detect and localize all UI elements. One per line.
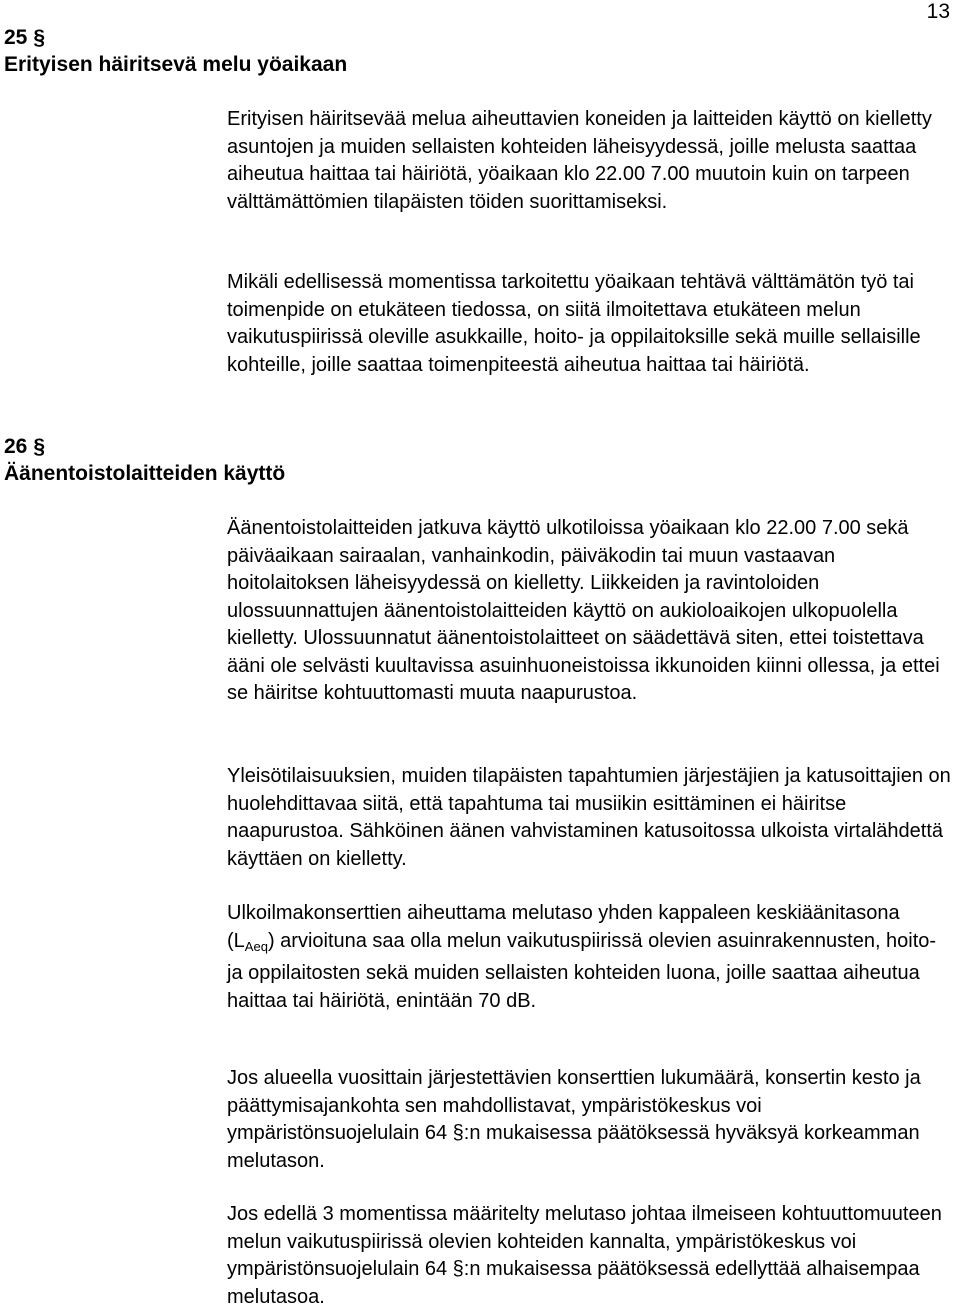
- section-26-paragraph-3: [227, 900, 952, 1015]
- aeq-subscript: Aeq: [244, 938, 268, 954]
- section-number: 26: [4, 435, 28, 458]
- paragraph-text-after: ) arvioituna saa olla melun vaikutuspiirissä olevien asuinrakennusten, hoito- ja oppilaitosten sekä muiden sellaisten kohteiden luona, joille saattaa aiheutua haittaa tai häiriötä, enintään 70 dB.: [227, 929, 937, 1012]
- section-25-number-line: [4, 24, 347, 51]
- section-26-heading: [4, 433, 285, 487]
- section-title: Äänentoistolaitteiden käyttö: [4, 462, 286, 485]
- section-26-paragraph-5: Jos edellä 3 momentissa määritelty melutaso johtaa ilmeiseen kohtuuttomuuteen melun vaikutuspiirissä olevien kohteiden kannalta, ympäristökeskus voi ympäristönsuojelulain 64 §:n mukaisessa päätöksessä edellyttää alhaisempaa melutasoa.: [227, 1203, 942, 1308]
- section-26-paragraph-1: Äänentoistolaitteiden jatkuva käyttö ulkotiloissa yöaikaan klo 22.00 7.00 sekä päiväaikaan sairaalan, vanhainkodin, päiväkodin tai muun vastaavan hoitolaitoksen läheisyydessä on kielletty. Liikkeiden ja ravintoloiden ulossuunnattujen äänentoistolaitteiden käyttö on aukioloaikojen ulkopuolella kielletty. Ulossuunnatut äänentoistolaitteet on säädettävä siten, ettei toistettava ääni ole selvästi kuultavissa asuinhuoneistoissa ikkunoiden kiinni ollessa, ja ettei se häiritse kohtuuttomasti muuta naapurustoa.: [227, 517, 940, 704]
- section-number: 25: [4, 26, 28, 49]
- section-26-paragraph-2: Yleisötilaisuuksien, muiden tilapäisten tapahtumien järjestäjien ja katusoittajien on huolehdittavaa siitä, että tapahtuma tai musiikin esittäminen ei häiritse naapurustoa. Sähköinen äänen vahvistaminen katusoitossa ulkoista virtalähdettä käyttäen on kielletty.: [227, 765, 951, 870]
- section-26-paragraph-4: Jos alueella vuosittain järjestettävien konserttien lukumäärä, konsertin kesto ja päättymisajankohta sen mahdollistavat, ympäristökeskus voi ympäristönsuojelulain 64 §:n mukaisessa päätöksessä hyväksyä korkeamman melutason.: [227, 1067, 921, 1172]
- section-25-paragraph-1: Erityisen häiritsevää melua aiheuttavien koneiden ja laitteiden käyttö on kielletty asuntojen ja muiden sellaisten kohteiden läheisyydessä, joille melusta saattaa aiheutua haittaa tai häiriötä, yöaikaan klo 22.00 7.00 muutoin kuin on tarpeen välttämättömien tilapäisten töiden suorittamiseksi.: [227, 108, 932, 213]
- section-title: Erityisen häiritsevä melu yöaikaan: [4, 53, 348, 76]
- section-26-number-line: [4, 433, 285, 460]
- section-sign: §: [33, 435, 46, 458]
- page-number: 13: [926, 0, 950, 23]
- section-sign: §: [33, 26, 46, 49]
- paragraph-text-before: Ulkoilmakonserttien aiheuttama melutaso yhden kappaleen keskiäänitasona (L: [227, 902, 900, 952]
- section-25-heading: [4, 24, 347, 78]
- section-25-paragraph-2: Mikäli edellisessä momentissa tarkoitettu yöaikaan tehtävä välttämätön työ tai toimenpide on etukäteen tiedossa, on siitä ilmoitettava etukäteen melun vaikutuspiirissä oleville asukkaille, hoito- ja oppilaitoksille sekä muille sellaisille kohteille, joille saattaa toimenpiteestä aiheutua haittaa tai häiriötä.: [227, 271, 921, 376]
